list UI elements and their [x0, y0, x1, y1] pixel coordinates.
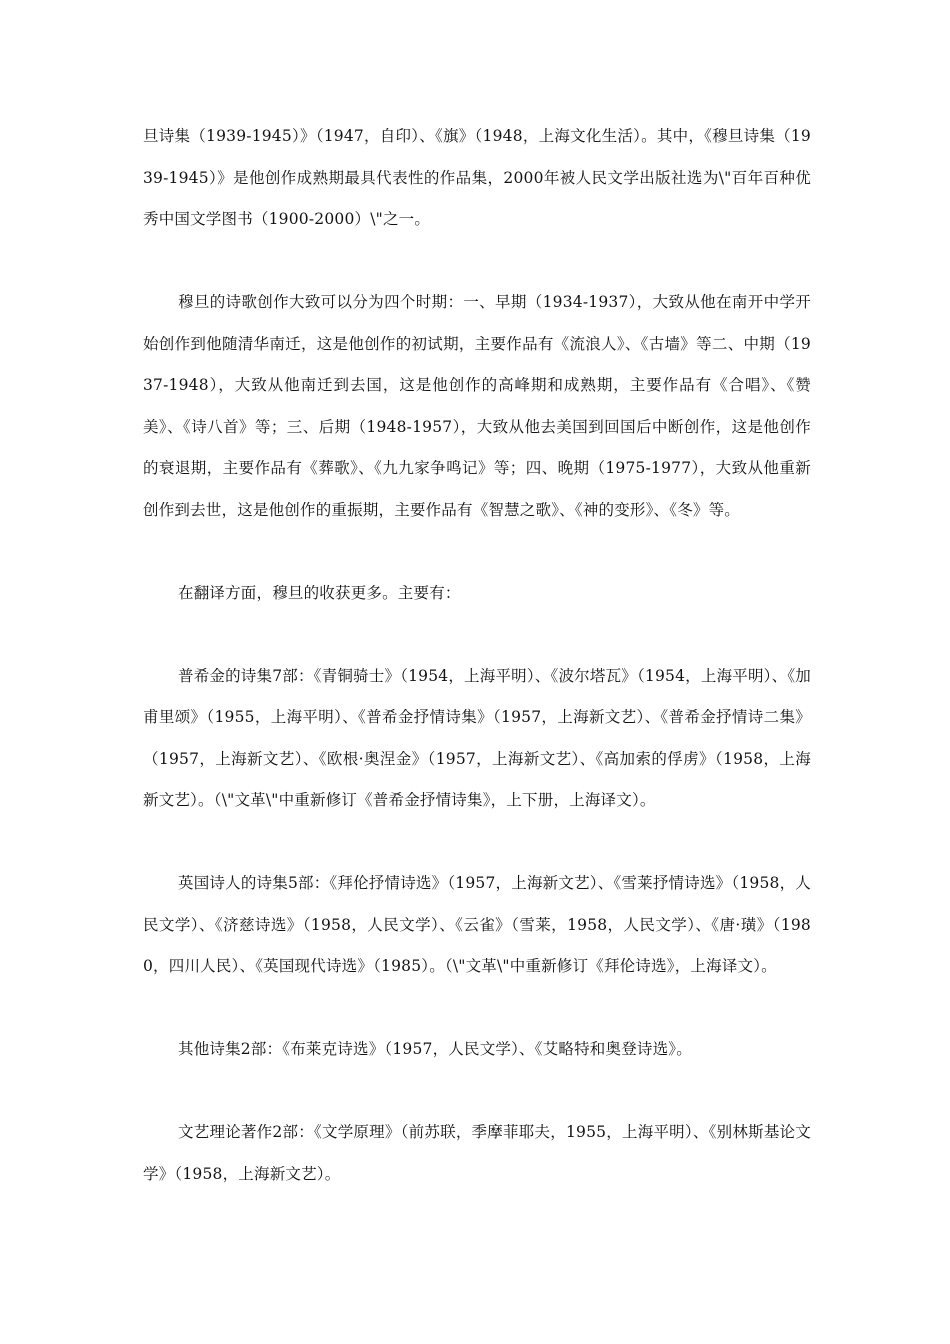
document-body: [143, 116, 811, 1237]
paragraph-pushkin-translations: 普希金的诗集7部：《青铜骑士》（1954，上海平明）、《波尔塔瓦》（1954，上海平明）、《加甫里颂》（1955，上海平明）、《普希金抒情诗集》（1957，上海新文艺）、《普希金抒情诗二集》（1957，上海新文艺）、《欧根·奥涅金》（1957，上海新文艺）、《高加索的俘虏》（1958，上海新文艺）。（\"文革\"中重新修订《普希金抒情诗集》，上下册，上海译文）。: [143, 666, 811, 809]
paragraph-english-poets-translations: 英国诗人的诗集5部：《拜伦抒情诗选》（1957，上海新文艺）、《雪莱抒情诗选》（1958，人民文学）、《济慈诗选》（1958，人民文学）、《云雀》（雪莱，1958，人民文学）、《唐·璜》（1980，四川人民）、《英国现代诗选》（1985）。（\"文革\"中重新修订《拜伦诗选》，上海译文）。: [143, 874, 811, 975]
paragraph-translation-intro: 在翻译方面，穆旦的收获更多。主要有：: [178, 583, 461, 602]
paragraph-other-poetry-translations: 其他诗集2部：《布莱克诗选》（1957，人民文学）、《艾略特和奥登诗选》。: [178, 1040, 692, 1058]
paragraph-works-list: 旦诗集（1939-1945）》（1947，自印）、《旗》（1948，上海文化生活）。其中，《穆旦诗集（1939-1945）》是他创作成熟期最具代表性的作品集，2000年被人民文学出版社选为\"百年百种优秀中国文学图书（1900-2000）\"之一。: [143, 127, 811, 228]
paragraph-literary-theory-translations: 文艺理论著作2部：《文学原理》（前苏联，季摩菲耶夫，1955，上海平明）、《别林斯基论文学》（1958，上海新文艺）。: [143, 1123, 811, 1183]
paragraph-creative-periods: 穆旦的诗歌创作大致可以分为四个时期：一、早期（1934-1937），大致从他在南开中学开始创作到他随清华南迁，这是他创作的初试期，主要作品有《流浪人》、《古墙》等二、中期（1937-1948），大致从他南迁到去国，这是他创作的高峰期和成熟期，主要作品有《合唱》、《赞美》、《诗八首》等；三、后期（1948-1957），大致从他去美国到回国后中断创作，这是他创作的衰退期，主要作品有《葬歌》、《九九家争鸣记》等；四、晚期（1975-1977），大致从他重新创作到去世，这是他创作的重振期，主要作品有《智慧之歌》、《神的变形》、《冬》等。: [143, 293, 811, 519]
